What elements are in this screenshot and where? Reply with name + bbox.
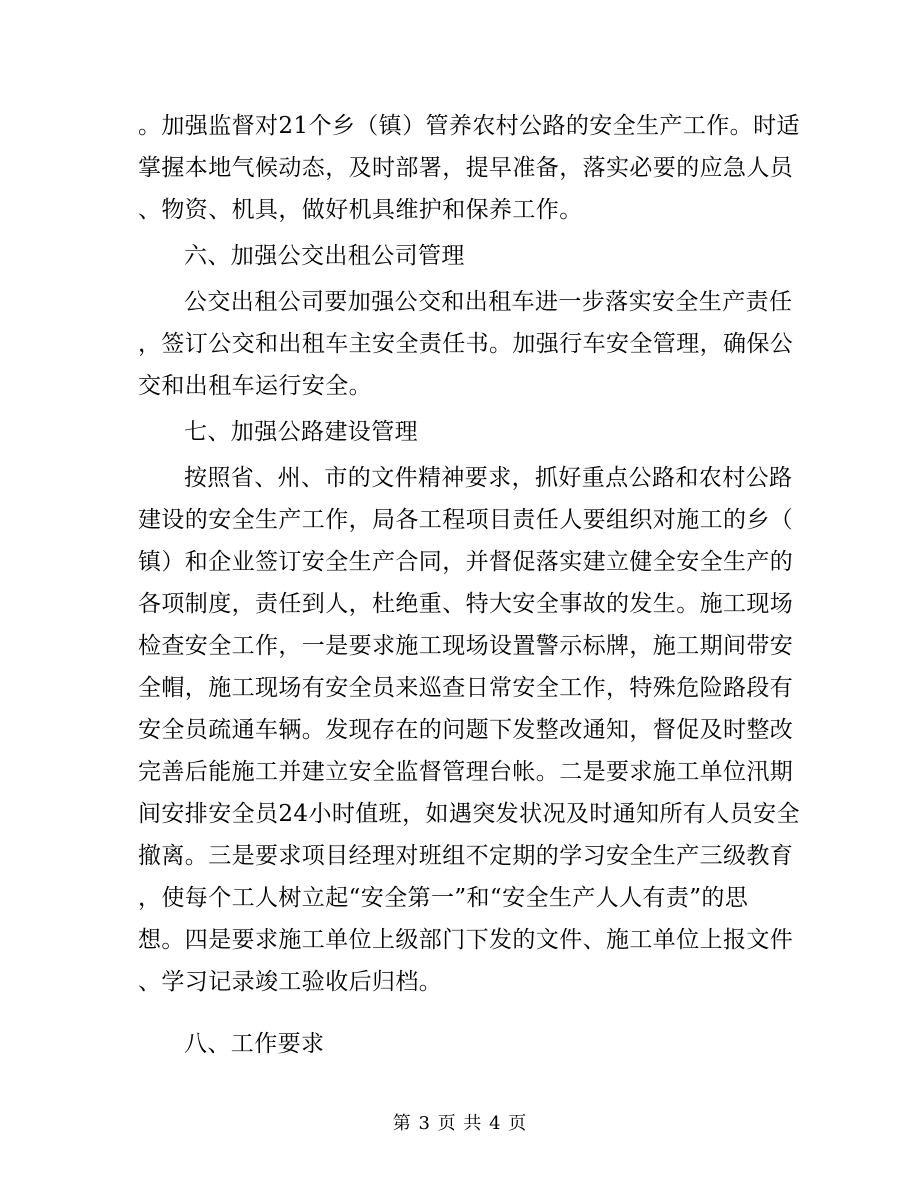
body-text-line: 掌握本地气候动态，及时部署，提早准备，落实必要的应急人员 [138,155,794,181]
body-text-line: 完善后能施工并建立安全监督管理台帐。二是要求施工单位汛期 [138,759,794,785]
body-text-line: 公交出租公司要加强公交和出租车进一步落实安全生产责任 [184,289,793,315]
body-text-line: 全帽，施工现场有安全员来巡查日常安全工作，特殊危险路段有 [138,675,794,701]
section-heading: 六、加强公交出租公司管理 [184,243,465,269]
section-heading: 八、工作要求 [184,1031,325,1057]
body-text-line: 。加强监督对21个乡（镇）管养农村公路的安全生产工作。时适 [138,113,800,139]
body-text-line: ，签订公交和出租车主安全责任书。加强行车安全管理，确保公 [138,331,794,357]
body-text-line: 镇）和企业签订安全生产合同，并督促落实建立健全安全生产的 [138,549,794,575]
body-text-line: 检查安全工作，一是要求施工现场设置警示标牌，施工期间带安 [138,633,794,659]
body-text-line: ，使每个工人树立起“安全第一”和“安全生产人人有责”的思 [138,885,749,911]
body-text-line: 各项制度，责任到人，杜绝重、特大安全事故的发生。施工现场 [138,591,794,617]
body-text-line: 撤离。三是要求项目经理对班组不定期的学习安全生产三级教育 [138,843,794,869]
body-text-line: 、物资、机具，做好机具维护和保养工作。 [138,197,583,223]
body-text-line: 安全员疏通车辆。发现存在的问题下发整改通知，督促及时整改 [138,717,794,743]
body-text-line: 按照省、州、市的文件精神要求，抓好重点公路和农村公路 [184,465,793,491]
body-text-line: 、学习记录竣工验收后归档。 [138,969,443,995]
body-text-line: 交和出租车运行安全。 [138,373,372,399]
body-text-line: 间安排安全员24小时值班，如遇突发状况及时通知所有人员安全 [138,801,800,827]
section-heading: 七、加强公路建设管理 [184,419,418,445]
page-number-footer: 第 3 页 共 4 页 [392,1113,528,1134]
body-text-line: 建设的安全生产工作，局各工程项目责任人要组织对施工的乡（ [138,507,794,533]
body-text-line: 想。四是要求施工单位上级部门下发的文件、施工单位上报文件 [138,927,794,953]
